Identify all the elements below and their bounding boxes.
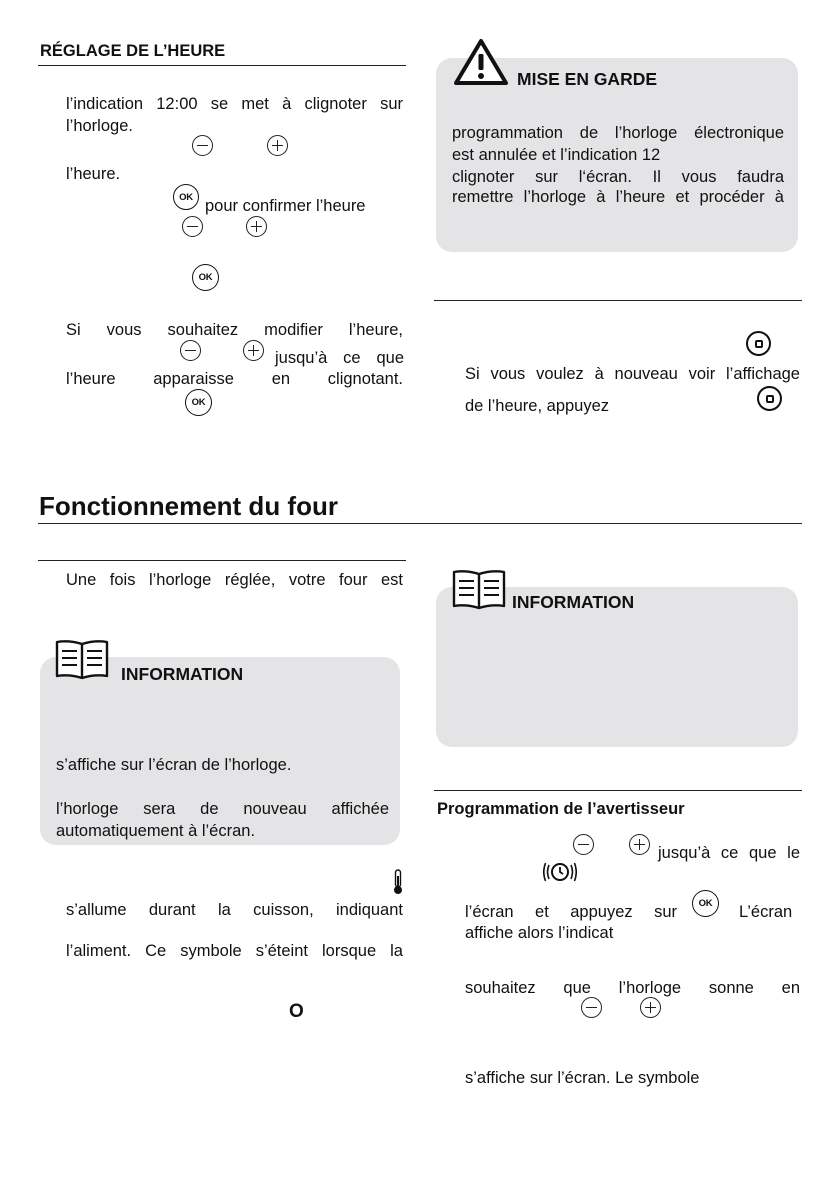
text-line: s’allume durant la cuisson, indiquant: [66, 901, 403, 919]
clock-button-icon: [757, 386, 782, 411]
section-rule: [434, 300, 802, 301]
warning-title: MISE EN GARDE: [517, 69, 658, 89]
plus-icon: [267, 135, 288, 156]
information-title: INFORMATION: [512, 592, 635, 612]
text-line: l’aliment. Ce symbole s’éteint lorsque la: [66, 942, 403, 960]
information-title: INFORMATION: [121, 664, 244, 684]
text-line: Si vous souhaitez modifier l’heure,: [66, 321, 403, 339]
plus-icon: [246, 216, 267, 237]
text-line: l’indication 12:00 se met à clignoter sur: [66, 95, 403, 113]
minus-icon: [581, 997, 602, 1018]
heading-programmation-avertisseur: Programmation de l’avertisseur: [437, 800, 685, 818]
thermometer-icon: [393, 869, 403, 895]
warning-line: clignoter sur l‘écran. Il vous faudra: [452, 168, 784, 186]
text-line: pour confirmer l’heure: [205, 197, 366, 215]
information-line: s’affiche sur l’écran de l’horloge.: [56, 756, 292, 774]
plus-icon: [243, 340, 264, 361]
information-line: l’horloge sera de nouveau affichée: [56, 800, 389, 818]
text-line: jusqu’à ce que: [275, 349, 404, 367]
text-line: Une fois l’horloge réglée, votre four est: [66, 571, 403, 589]
minus-icon: [192, 135, 213, 156]
book-icon: [55, 638, 109, 682]
subsection-rule: [38, 560, 406, 561]
text-line: l’heure.: [66, 165, 121, 183]
warning-line: remettre l’horloge à l’heure et procéder à: [452, 188, 784, 206]
ok-button-icon: OK: [192, 264, 219, 291]
heading-rule: [38, 65, 406, 66]
text-line: s’affiche sur l’écran. Le symbole: [465, 1069, 700, 1087]
warning-triangle-icon: [453, 38, 509, 86]
plus-icon: [629, 834, 650, 855]
warning-line: programmation de l’horloge électronique: [452, 124, 784, 142]
minus-icon: [182, 216, 203, 237]
symbol-o: O: [289, 1001, 304, 1022]
text-line: de l’heure, appuyez: [465, 397, 610, 415]
subsection-rule: [434, 790, 802, 791]
text-line: souhaitez que l’horloge sonne en: [465, 979, 800, 997]
text-line: l’horloge.: [66, 117, 133, 135]
information-line: automatiquement à l’écran.: [56, 822, 256, 840]
ok-button-icon: OK: [173, 184, 199, 210]
minus-icon: [180, 340, 201, 361]
text-line: l’écran et appuyez sur: [465, 903, 677, 921]
ok-button-icon: OK: [692, 890, 719, 917]
clock-button-icon: [746, 331, 771, 356]
text-line: L’écran: [739, 903, 793, 921]
section-title-rule: [38, 523, 802, 524]
plus-icon: [640, 997, 661, 1018]
heading-reglage-heure: RÉGLAGE DE L’HEURE: [40, 42, 226, 60]
text-line: affiche alors l’indicat: [465, 924, 614, 942]
alarm-bell-icon: [543, 860, 577, 884]
section-title: Fonctionnement du four: [39, 491, 338, 521]
text-line: Si vous voulez à nouveau voir l’affichage: [465, 365, 800, 383]
minus-icon: [573, 834, 594, 855]
ok-button-icon: OK: [185, 389, 212, 416]
text-line: l’heure apparaisse en clignotant.: [66, 370, 403, 388]
text-line: jusqu’à ce que le: [658, 844, 800, 862]
warning-line: est annulée et l’indication 12: [452, 146, 661, 164]
book-icon: [452, 568, 506, 612]
